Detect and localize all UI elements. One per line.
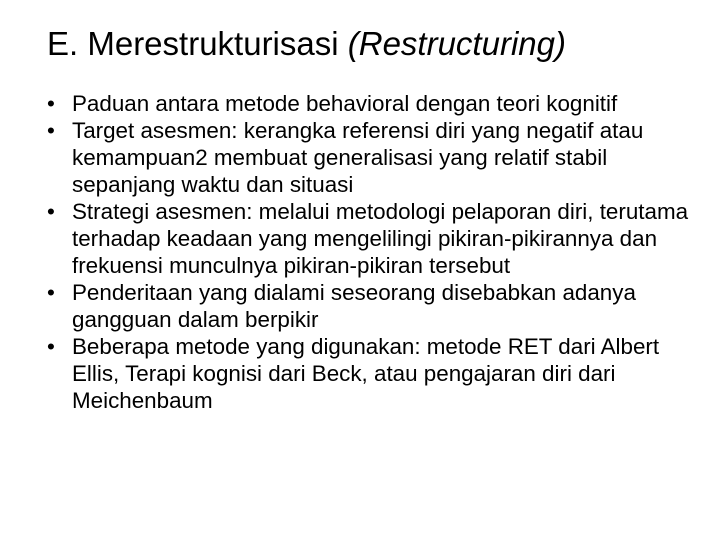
bullet-dot-icon: • — [47, 118, 55, 143]
bullet-item — [47, 198, 697, 279]
bullet-dot-icon: • — [47, 280, 55, 305]
bullet-dot-icon: • — [47, 334, 55, 359]
bullet-item — [47, 279, 697, 333]
bullet-text: Strategi asesmen: melalui metodologi pelaporan diri, terutama terhadap keadaan yang mengelilingi pikiran-pikirannya dan frekuensi munculnya pikiran-pikiran tersebut — [72, 199, 689, 278]
bullet-list — [47, 90, 697, 414]
slide-title — [47, 22, 687, 66]
bullet-item — [47, 333, 697, 414]
slide-title-main: E. Merestrukturisasi — [47, 25, 348, 62]
bullet-dot-icon: • — [47, 91, 55, 116]
bullet-text: Penderitaan yang dialami seseorang disebabkan adanya gangguan dalam berpikir — [72, 280, 636, 332]
bullet-item — [47, 90, 697, 117]
bullet-text: Beberapa metode yang digunakan: metode RET dari Albert Ellis, Terapi kognisi dari Beck, atau pengajaran diri dari Meichenbaum — [72, 334, 660, 413]
slide-title-italic: (Restructuring) — [347, 25, 566, 62]
bullet-item — [47, 117, 697, 198]
bullet-text: Target asesmen: kerangka referensi diri yang negatif atau kemampuan2 membuat generalisasi yang relatif stabil sepanjang waktu dan situasi — [72, 118, 644, 197]
bullet-text: Paduan antara metode behavioral dengan teori kognitif — [72, 91, 618, 116]
bullet-dot-icon: • — [47, 199, 55, 224]
